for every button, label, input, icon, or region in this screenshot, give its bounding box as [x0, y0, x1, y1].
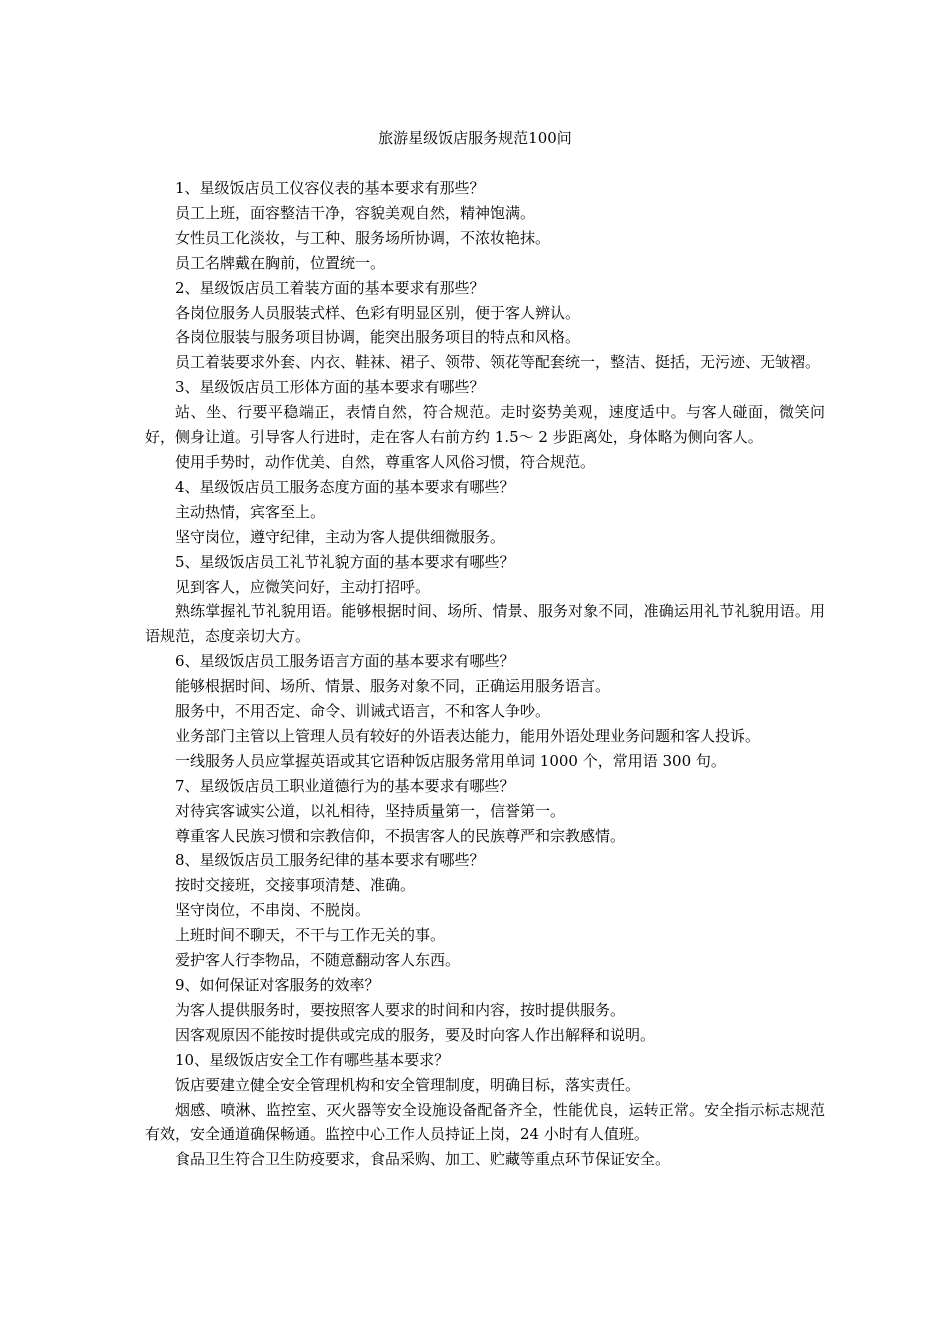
paragraph: 业务部门主管以上管理人员有较好的外语表达能力，能用外语处理业务问题和客人投诉。	[175, 726, 761, 745]
paragraph: 上班时间不聊天，不干与工作无关的事。	[175, 926, 446, 945]
paragraph: 一线服务人员应掌握英语或其它语种饭店服务常用单词 1000 个，常用语 300 句。	[175, 751, 726, 770]
paragraph: 坚守岗位，不串岗、不脱岗。	[175, 901, 371, 920]
paragraph: 6、星级饭店员工服务语言方面的基本要求有哪些？	[175, 652, 515, 671]
paragraph: 1、星级饭店员工仪容仪表的基本要求有那些？	[175, 179, 485, 197]
paragraph: 按时交接班，交接事项清楚、准确。	[175, 876, 416, 895]
paragraph: 4、星级饭店员工服务态度方面的基本要求有哪些？	[175, 477, 515, 496]
paragraph: 站、坐、行要平稳端正，表情自然，符合规范。走时姿势美观，速度适中。与客人碰面，微笑问好，侧身让道。引导客人行进时，走在客人右前方约 1.5～ 2 步距离处，身体略为侧向客人。	[145, 403, 825, 447]
document-title: 旅游星级饭店服务规范100问	[378, 129, 572, 147]
paragraph: 见到客人，应微笑问好，主动打招呼。	[175, 577, 431, 596]
paragraph: 3、星级饭店员工形体方面的基本要求有哪些？	[175, 378, 485, 397]
paragraph: 尊重客人民族习惯和宗教信仰，不损害客人的民族尊严和宗教感情。	[175, 826, 626, 845]
paragraph: 能够根据时间、场所、情景、服务对象不同，正确运用服务语言。	[175, 677, 611, 696]
paragraph: 员工上班，面容整洁干净，容貌美观自然，精神饱满。	[175, 203, 536, 222]
paragraph: 9、如何保证对客服务的效率？	[175, 976, 380, 994]
paragraph: 食品卫生符合卫生防疫要求，食品采购、加工、贮藏等重点环节保证安全。	[175, 1150, 671, 1169]
paragraph: 使用手势时，动作优美、自然，尊重客人风俗习惯，符合规范。	[175, 452, 596, 471]
paragraph: 为客人提供服务时，要按照客人要求的时间和内容，按时提供服务。	[175, 1000, 626, 1019]
paragraph: 坚守岗位，遵守纪律，主动为客人提供细微服务。	[175, 527, 506, 546]
paragraph: 主动热情，宾客至上。	[175, 502, 326, 521]
paragraph: 8、星级饭店员工服务纪律的基本要求有哪些？	[175, 851, 485, 870]
paragraph: 饭店要建立健全安全管理机构和安全管理制度，明确目标，落实责任。	[175, 1075, 641, 1094]
paragraph: 各岗位服装与服务项目协调，能突出服务项目的特点和风格。	[175, 328, 581, 347]
paragraph: 10、星级饭店安全工作有哪些基本要求？	[175, 1050, 450, 1069]
paragraph: 员工着装要求外套、内衣、鞋袜、裙子、领带、领花等配套统一，整洁、挺括，无污迹、无皱褶。	[175, 353, 821, 372]
document-body	[145, 176, 825, 1172]
paragraph: 5、星级饭店员工礼节礼貌方面的基本要求有哪些？	[175, 552, 515, 571]
paragraph: 女性员工化淡妆，与工种、服务场所协调，不浓妆艳抹。	[175, 228, 551, 247]
paragraph: 2、星级饭店员工着装方面的基本要求有那些？	[175, 278, 485, 297]
paragraph: 员工名牌戴在胸前，位置统一。	[175, 253, 386, 272]
paragraph: 因客观原因不能按时提供或完成的服务，要及时向客人作出解释和说明。	[175, 1025, 656, 1044]
paragraph: 服务中，不用否定、命令、训诫式语言，不和客人争吵。	[175, 702, 551, 721]
paragraph: 熟练掌握礼节礼貌用语。能够根据时间、场所、情景、服务对象不同，准确运用礼节礼貌用语。用语规范，态度亲切大方。	[145, 602, 825, 646]
paragraph: 烟感、喷淋、监控室、灭火器等安全设施设备配备齐全，性能优良，运转正常。安全指示标志规范有效，安全通道确保畅通。监控中心工作人员持证上岗，24 小时有人值班。	[145, 1100, 825, 1144]
paragraph: 7、星级饭店员工职业道德行为的基本要求有哪些？	[175, 776, 515, 795]
paragraph: 各岗位服务人员服装式样、色彩有明显区别，便于客人辨认。	[175, 303, 581, 322]
paragraph: 对待宾客诚实公道，以礼相待，坚持质量第一，信誉第一。	[175, 801, 566, 820]
paragraph: 爱护客人行李物品，不随意翻动客人东西。	[175, 951, 461, 970]
